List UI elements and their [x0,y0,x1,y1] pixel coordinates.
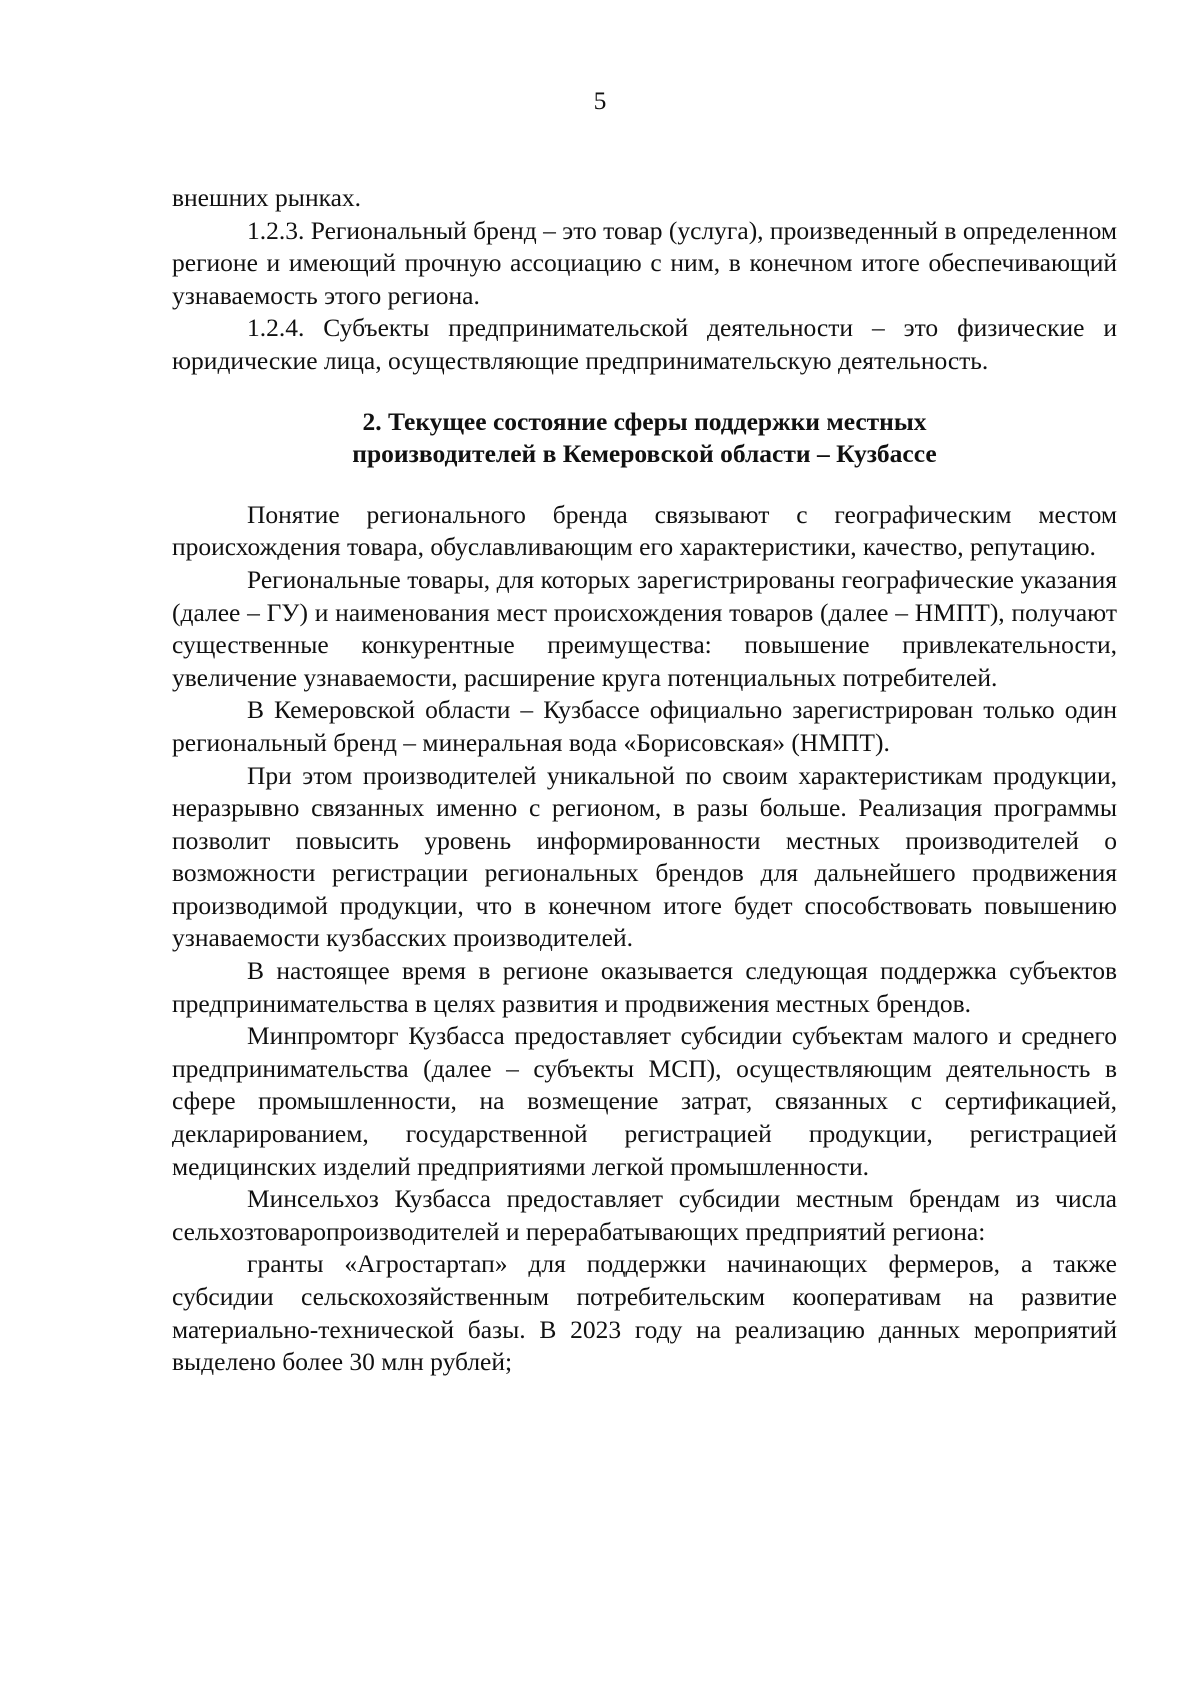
page-number: 5 [593,86,607,115]
paragraph: В Кемеровской области – Кузбассе официально зарегистрирован только один региональный бренд – минеральная вода «Борисовская» (НМПТ). [172,695,1117,757]
section-heading [172,406,1117,471]
paragraph: Понятие регионального бренда связывают с географическим местом происхождения товара, обуславливающим его характеристики, качество, репутацию. [172,499,1117,562]
paragraph: гранты «Агростартап» для поддержки начинающих фермеров, а также субсидии сельскохозяйственным потребительским кооперативам на развитие материально-технической базы. В 2023 году на реализацию данных мероприятий выделено более 30 млн рублей; [172,1249,1117,1377]
paragraph: Минпромторг Кузбасса предоставляет субсидии субъектам малого и среднего предпринимательства (далее – субъекты МСП), осуществляющим деятельность в сфере промышленности, на возмещение затрат, связанных с сертификацией, декларированием, государственной регистрацией продукции, регистрацией медицинских изделий предприятиями легкой промышленности. [172,1021,1117,1181]
definition-1-2-3: 1.2.3. Региональный бренд – это товар (услуга), произведенный в определенном регионе и имеющий прочную ассоциацию с ним, в конечном итоге обеспечивающий узнаваемость этого региона. [172,215,1117,310]
paragraph-continuation: внешних рынках. [172,183,362,212]
definition-1-2-4: 1.2.4. Субъекты предпринимательской деятельности – это физические и юридические лица, осуществляющие предпринимательскую деятельность. [172,313,1117,375]
paragraph: В настоящее время в регионе оказывается следующая поддержка субъектов предпринимательства в целях развития и продвижения местных брендов. [172,956,1117,1018]
paragraph: При этом производителей уникальной по своим характеристикам продукции, неразрывно связанных именно с регионом, в разы больше. Реализация программы позволит повысить уровень информированности местных производителей о возможности регистрации региональных брендов для дальнейшего продвижения производимой продукции, что в конечном итоге будет способствовать повышению узнаваемости кузбасских производителей. [172,760,1117,953]
paragraph: Минсельхоз Кузбасса предоставляет субсидии местным брендам из числа сельхозтоваропроизводителей и перерабатывающих предприятий региона: [172,1184,1117,1246]
document-body [172,182,1117,1379]
section-heading-line-1: 2. Текущее состояние сферы поддержки местных [362,406,927,436]
section-heading-line-2: производителей в Кемеровской области – Кузбассе [352,439,937,469]
paragraph: Региональные товары, для которых зарегистрированы географические указания (далее – ГУ) и наименования мест происхождения товаров (далее – НМПТ), получают существенные конкурентные преимущества: повышение привлекательности, увеличение узнаваемости, расширение круга потенциальных потребителей. [172,564,1117,692]
